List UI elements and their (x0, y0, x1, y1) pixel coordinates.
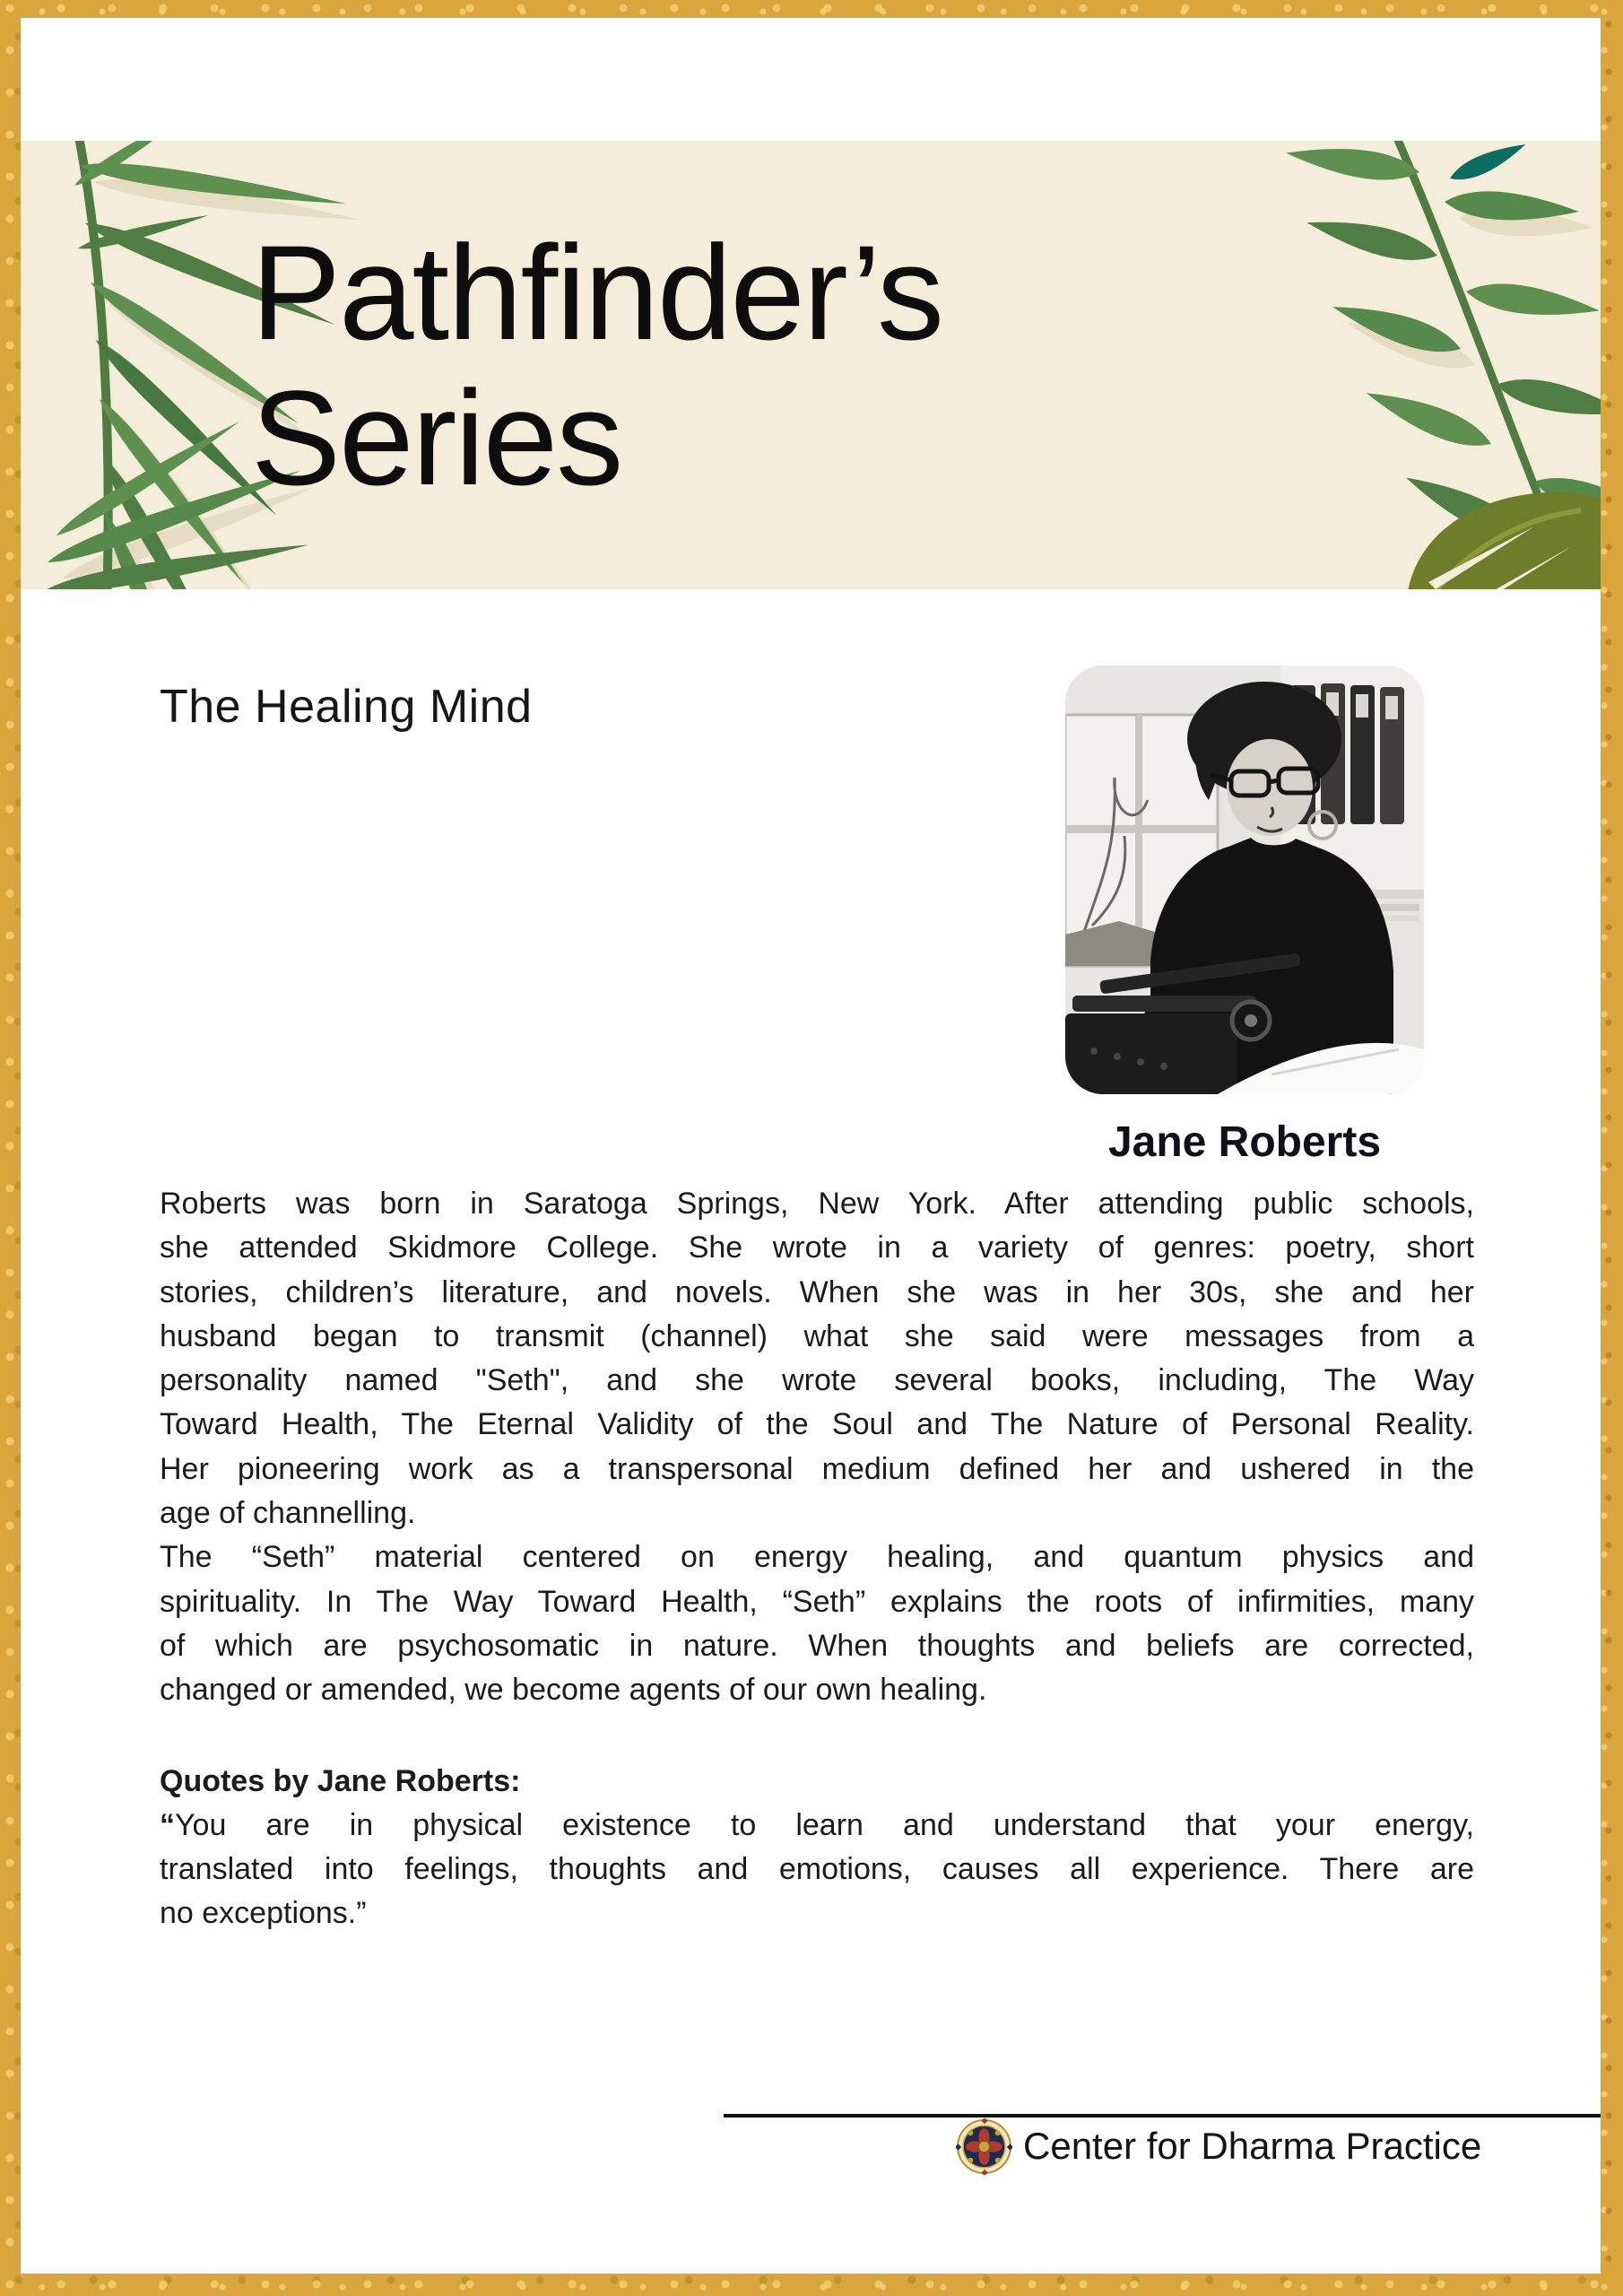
bio-line: of which are psychosomatic in nature. When thoughts and beliefs are corrected, (160, 1628, 1474, 1663)
footer-divider (724, 2114, 1601, 2118)
quote-line (160, 1804, 1474, 1848)
footer-org-label: Center for Dharma Practice (1023, 2125, 1482, 2167)
quotes-heading: Quotes by Jane Roberts: (160, 1763, 521, 1798)
bio-line: stories, children’s literature, and novels. When she was in her 30s, she and her (160, 1274, 1474, 1309)
quote-line: no exceptions.” (160, 1896, 367, 1931)
bio-line: changed or amended, we become agents of our own healing. (160, 1673, 987, 1708)
bio-line: Toward Health, The Eternal Validity of the Soul and The Nature of Personal Reality. (160, 1407, 1474, 1442)
teal-leaf-icon (1446, 141, 1531, 185)
portrait-illustration (1065, 665, 1424, 1094)
series-title-line2: Series (251, 362, 622, 513)
bio-line: The “Seth” material centered on energy healing, and quantum physics and (160, 1540, 1474, 1575)
bio-line: personality named "Seth", and she wrote several books, including, The Way (160, 1363, 1474, 1398)
dharma-logo (956, 2118, 1012, 2175)
bio-line: Roberts was born in Saratoga Springs, New York. After attending public schools, (160, 1187, 1474, 1221)
series-title (251, 217, 942, 513)
quote-line: translated into feelings, thoughts and emotions, causes all experience. There are (160, 1852, 1474, 1887)
paragraph-gap (160, 1713, 1474, 1760)
bio-line: husband began to transmit (channel) what she said were messages from a (160, 1318, 1474, 1353)
bio-line: age of channelling. (160, 1496, 416, 1531)
banner (21, 141, 1601, 589)
quote-text: You are in physical existence to learn and understand that your energy, (175, 1807, 1474, 1842)
biography-text (160, 1182, 1474, 1936)
quote-open-mark: “ (160, 1807, 175, 1842)
jane-roberts-photo (1065, 665, 1424, 1094)
monstera-leaf-icon (1406, 492, 1601, 589)
bio-line: Her pioneering work as a transpersonal medium defined her and ushered in the (160, 1451, 1474, 1486)
series-title-line1: Pathfinder’s (251, 217, 942, 368)
page-title: The Healing Mind (160, 681, 533, 733)
author-name: Jane Roberts (1107, 1118, 1382, 1166)
bio-line: spirituality. In The Way Toward Health, “Seth” explains the roots of infirmities, many (160, 1584, 1474, 1619)
bio-line: she attended Skidmore College. She wrote in a variety of genres: poetry, short (160, 1231, 1474, 1265)
